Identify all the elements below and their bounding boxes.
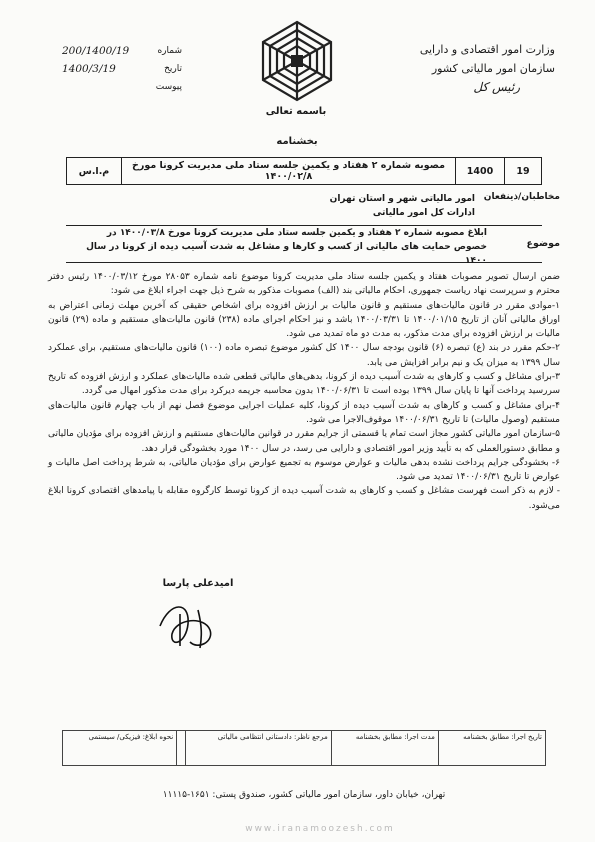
footer-cell: نحوه ابلاغ: فیزیکی/ سیستمی [63,731,177,766]
footer-cell: تاریخ اجرا: مطابق بخشنامه [438,731,545,766]
watermark: www.iranamoozesh.com [245,824,395,834]
footer-cell: مدت اجرا: مطابق بخشنامه [331,731,438,766]
ministry-line: رئیس کل [473,80,520,94]
letter-meta [62,42,182,96]
number-value: 200/1400/19 [62,45,130,57]
title-cell: مصوبه شماره ۲ هفتاد و یکمین جلسه ستاد ملی مدیریت کرونا مورخ ۱۴۰۰/۰۲/۸ [122,158,456,185]
signer-name: امیدعلی پارسا [162,578,234,589]
subject-text: ابلاغ مصوبه شماره ۲ هفتاد و یکمین جلسه ستاد ملی مدیریت کرونا مورخ ۱۴۰۰/۰۳/۸ در خصوص حمایت های مالیاتی از کسب و کارها و مشاغل به شدت آسیب دیده از کرونا در سال ۱۴۰۰ [86,228,487,266]
emblem-logo-icon [257,18,337,108]
body-paragraph: ۱-موادی مقرر در قانون مالیات‌های مستقیم و قانون مالیات بر ارزش افزوده برای اشخاص حقیقی که آخرین مهلت زمانی اعتراض به اوراق مالیاتی آنان از تاریخ ۱۴۰۰/۰۱/۱۵ تا ۱۴۰۰/۰۳/۳۱ باشد و نیز احکام اجرای ماده (۲۳۸) قانون مالیات‌های مستقیم و ماده (۲۹) قانون مالیات بر ارزش افزوده برای مدت مذکور، به مدت دو ماه تمدید می شود. [48,300,560,340]
ministry-heading [355,40,555,97]
attachment-label: پیوست [155,82,182,92]
year-cell: 1400 [456,158,505,185]
seq-cell: 19 [505,158,542,185]
ministry-line: وزارت امور اقتصادی و دارایی [419,43,555,56]
letter-body [48,270,560,513]
body-paragraph: ضمن ارسال تصویر مصوبات هفتاد و یکمین جلسه ستاد ملی مدیریت کرونا موضوع نامه شماره ۲۸۰۵۳ مورخ ۱۴۰۰/۰۳/۱۲ رئیس دفتر محترم و سرپرست نهاد ریاست جمهوری، احکام مالیاتی بند (الف) مصوبات مذکور به شرح ذیل جهت اجراء ابلاغ می شود: [48,272,560,297]
meta-date-row [62,60,182,78]
body-paragraph: ۲-حکم مقرر در بند (ع) تبصره (۶) قانون بودجه سال ۱۴۰۰ کل کشور موضوع تبصره ماده (۱۰۰) قانون مالیات‌های مستقیم، برای عملکرد سال ۱۳۹۹ به میزان یک و نیم برابر افزایش می یابد. [48,343,561,368]
signature-icon [150,596,240,660]
number-label: شماره [157,46,182,56]
footer-table [62,730,546,766]
basmala: باسمه تعالی [265,106,327,117]
document-type: بخشنامه [276,136,318,147]
postal-address: تهران، خیابان داور، سازمان امور مالیاتی کشور، صندوق پستی: ۱۶۵۱-۱۱۱۱۵ [162,790,446,800]
addressees-label: مخاطبان/ذینفعان [483,192,560,202]
meta-number-row [62,42,182,60]
body-paragraph: ۵-سازمان امور مالیاتی کشور مجاز است تمام یا قسمتی از جرایم مقرر در قوانین مالیات‌های مستقیم و ارزش افزوده برای مؤدیان مالیاتی و مطابق دستورالعملی که به تأیید وزیر امور اقتصادی و دارایی می رسد، در سال ۱۴۰۰ مورد بخشودگی قرار دهد. [48,429,560,454]
body-paragraph: - لازم به ذکر است فهرست مشاغل و کسب و کارهای به شدت آسیب دیده از کرونا توسط کارگروه مقابله با پیامدهای اقتصادی کرونا ابلاغ می‌شود. [48,486,560,511]
body-paragraph: ۶- بخشودگی جرایم پرداخت نشده بدهی مالیات و عوارض موسوم به تجمیع عوارض برای مؤدیان مالیاتی، به شرط پرداخت اصل مالیات و عوارض تا تاریخ ۱۴۰۰/۰۶/۳۱ تمدید می شود. [48,457,560,483]
body-paragraph: ۴-برای مشاغل و کسب و کارهای به شدت آسیب دیده از کرونا، کلیه عملیات اجرایی موضوع فصل نهم از باب چهارم قانون مالیات‌های مستقیم (وصول مالیات) تا تاریخ ۱۴۰۰/۰۶/۳۱ موقوف‌الاجرا می شود. [48,400,560,425]
code-cell: م.ا.س [67,158,122,185]
info-table [66,157,542,185]
date-label: تاریخ [164,64,182,74]
ministry-line: سازمان امور مالیاتی کشور [431,62,555,75]
addressees-text: امور مالیاتی شهر و استان تهران ادارات کل امور مالیاتی [329,194,475,218]
subject-label: موضوع [526,238,560,249]
body-paragraph: ۳-برای مشاغل و کسب و کارهای به شدت آسیب دیده از کرونا، بدهی‌های مالیاتی قطعی شده مالیات‌های عملکرد و ارزش افزوده که تاریخ سررسید پرداخت آنها تا پایان سال ۱۳۹۹ بوده است تا ۱۴۰۰/۰۶/۳۱ بدون محاسبه جریمه دیرکرد برای مدت مذکور امهال می گردد. [48,372,560,397]
date-value: 1400/3/19 [62,63,116,75]
meta-attachment-row [62,78,182,96]
footer-cell [177,731,186,766]
footer-cell: مرجع ناظر: دادستانی انتظامی مالیاتی [185,731,331,766]
